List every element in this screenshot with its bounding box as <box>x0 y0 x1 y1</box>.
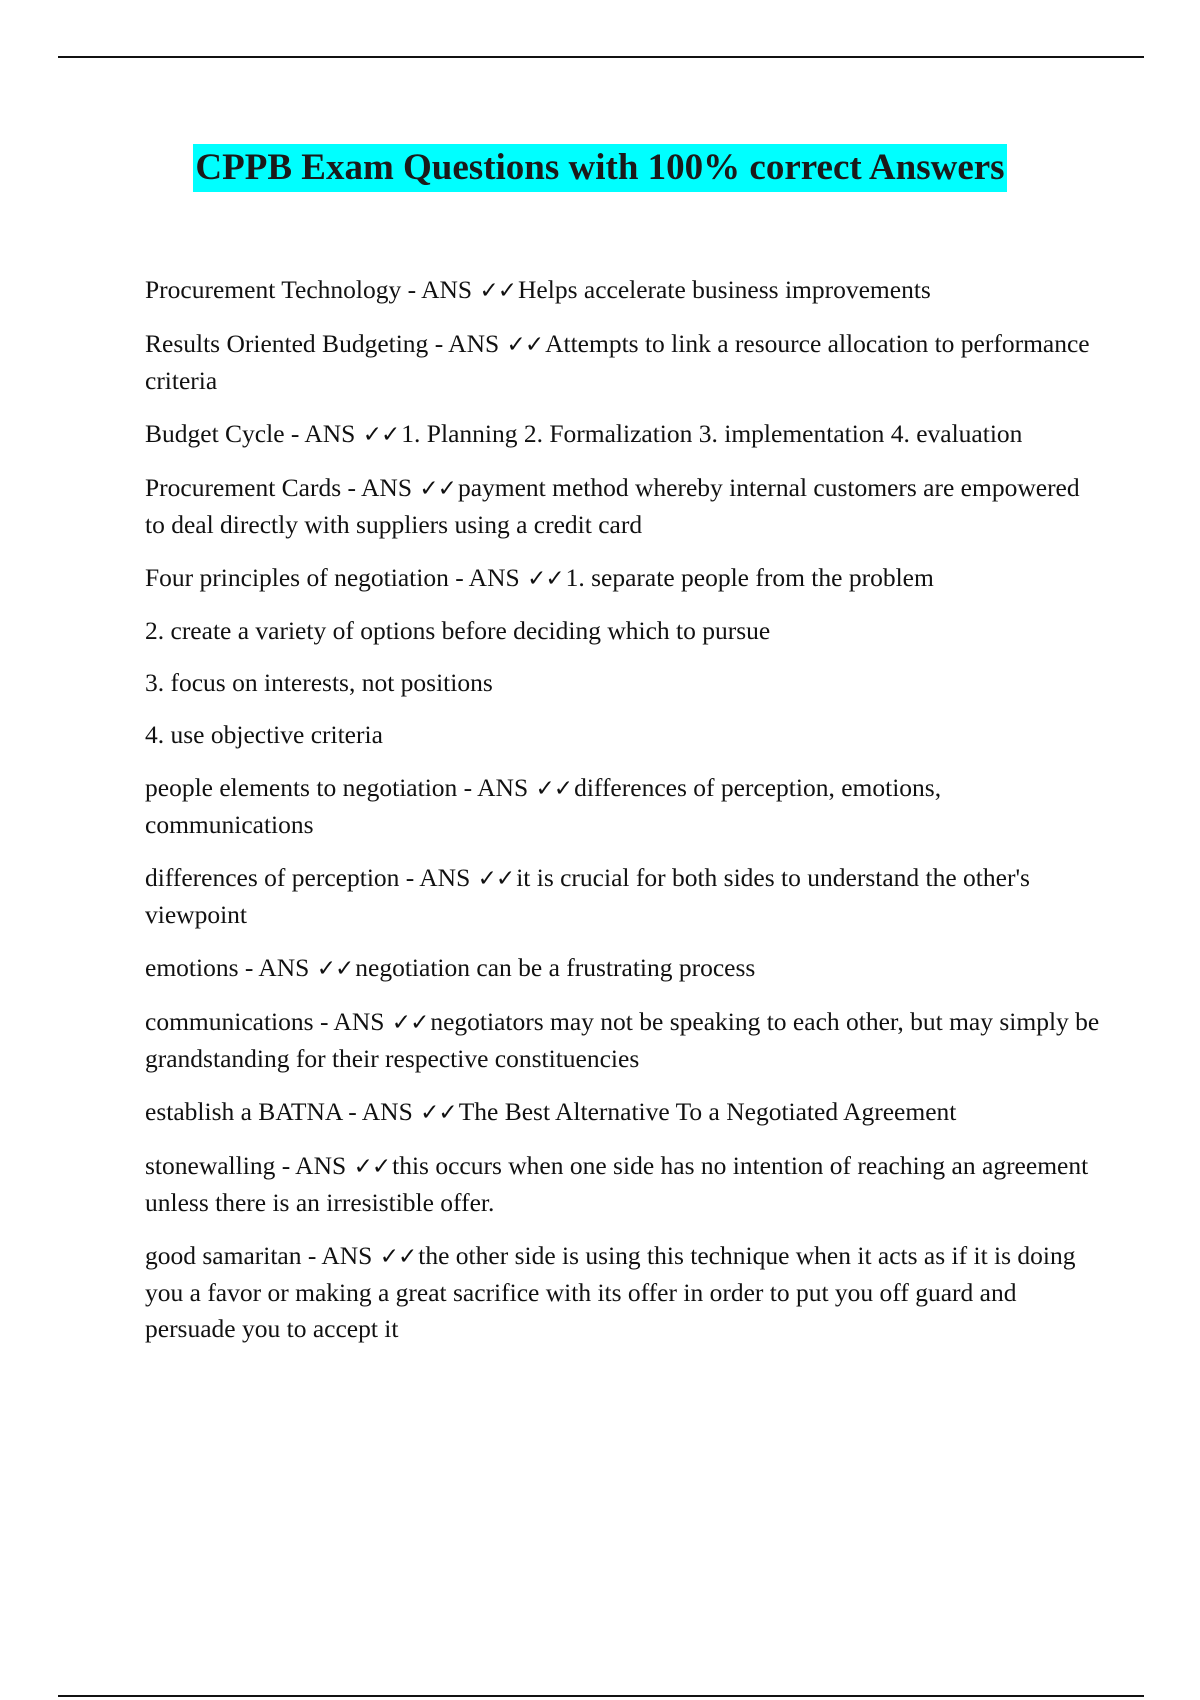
entry-term: communications <box>145 1007 314 1036</box>
double-check-icon: ✓✓ <box>379 1244 417 1270</box>
double-check-icon: ✓✓ <box>419 476 456 502</box>
qa-entry <box>145 1004 1100 1077</box>
entry-separator: - ANS <box>341 473 419 502</box>
qa-entry <box>145 1148 1100 1221</box>
qa-entry <box>145 272 1100 309</box>
entry-term: people elements to negotiation <box>145 773 458 802</box>
entry-separator: - ANS <box>301 1241 379 1270</box>
entry-separator: - ANS <box>313 1007 391 1036</box>
entry-term: good samaritan <box>145 1241 302 1270</box>
qa-continuation-line: 4. use objective criteria <box>145 720 383 749</box>
entry-answer: The Best Alternative To a Negotiated Agreement <box>458 1097 957 1126</box>
page-title: CPPB Exam Questions with 100% correct Answers <box>193 144 1006 192</box>
double-check-icon: ✓✓ <box>535 776 573 802</box>
entry-separator: - ANS <box>284 419 362 448</box>
qa-entry <box>145 950 1100 987</box>
entry-separator: - ANS <box>457 773 535 802</box>
entry-separator: - ANS <box>238 953 316 982</box>
entry-answer: payment method whereby internal customers are empowered to deal directly with suppliers using a credit card <box>145 473 1080 539</box>
entry-answer: 1. Planning 2. Formalization 3. implementation 4. evaluation <box>401 419 1023 448</box>
double-check-icon: ✓✓ <box>353 1154 391 1180</box>
entry-separator: - ANS <box>399 863 477 892</box>
qa-entry <box>145 326 1100 399</box>
qa-entry <box>145 860 1100 933</box>
entry-answer: Helps accelerate business improvements <box>518 275 931 304</box>
entry-answer: this occurs when one side has no intention of reaching an agreement unless there is an irresistible offer. <box>145 1151 1089 1217</box>
double-check-icon: ✓✓ <box>391 1010 429 1036</box>
qa-continuation-line: 3. focus on interests, not positions <box>145 668 493 697</box>
entry-term: Procurement Technology <box>145 275 402 304</box>
entry-answer: 1. separate people from the problem <box>565 563 934 592</box>
qa-entry <box>145 470 1100 543</box>
entry-term: stonewalling <box>145 1151 276 1180</box>
entry-separator: - ANS <box>428 329 506 358</box>
entry-term: Procurement Cards <box>145 473 342 502</box>
entry-separator: - ANS <box>275 1151 353 1180</box>
bottom-rule <box>58 1695 1144 1697</box>
entry-answer: Attempts to link a resource allocation to performance criteria <box>145 329 1090 395</box>
qa-continuation-line: 2. create a variety of options before deciding which to pursue <box>145 616 771 645</box>
double-check-icon: ✓✓ <box>506 332 544 358</box>
title-block <box>0 144 1200 192</box>
entry-term: Four principles of negotiation <box>145 563 449 592</box>
entry-term: emotions <box>145 953 239 982</box>
entry-separator: - ANS <box>448 563 527 592</box>
entry-separator: - ANS <box>401 275 479 304</box>
qa-entry <box>145 770 1100 843</box>
entry-separator: - ANS <box>341 1097 420 1126</box>
entry-answer: the other side is using this technique when it acts as if it is doing you a favor or making a great sacrifice with its offer in order to put you off guard and persuade you to accept it <box>145 1241 1076 1343</box>
entry-term: Results Oriented Budgeting <box>145 329 429 358</box>
top-rule <box>58 56 1144 58</box>
qa-entry <box>145 416 1100 453</box>
double-check-icon: ✓✓ <box>477 866 515 892</box>
qa-entry <box>145 1094 1100 1131</box>
double-check-icon: ✓✓ <box>362 422 400 448</box>
entry-term: Budget Cycle <box>145 419 285 448</box>
qa-list <box>145 272 1100 1364</box>
entry-answer: differences of perception, emotions, communications <box>145 773 942 839</box>
double-check-icon: ✓✓ <box>420 1100 457 1126</box>
double-check-icon: ✓✓ <box>316 956 354 982</box>
entry-answer: negotiation can be a frustrating process <box>355 953 756 982</box>
double-check-icon: ✓✓ <box>479 278 517 304</box>
double-check-icon: ✓✓ <box>527 566 564 592</box>
entry-term: establish a BATNA <box>145 1097 342 1126</box>
qa-entry <box>145 560 1100 597</box>
qa-entry <box>145 1238 1100 1347</box>
entry-term: differences of perception <box>145 863 400 892</box>
entry-answer: it is crucial for both sides to understand the other's viewpoint <box>145 863 1030 929</box>
entry-answer: negotiators may not be speaking to each other, but may simply be grandstanding for their respective constituencies <box>145 1007 1100 1073</box>
